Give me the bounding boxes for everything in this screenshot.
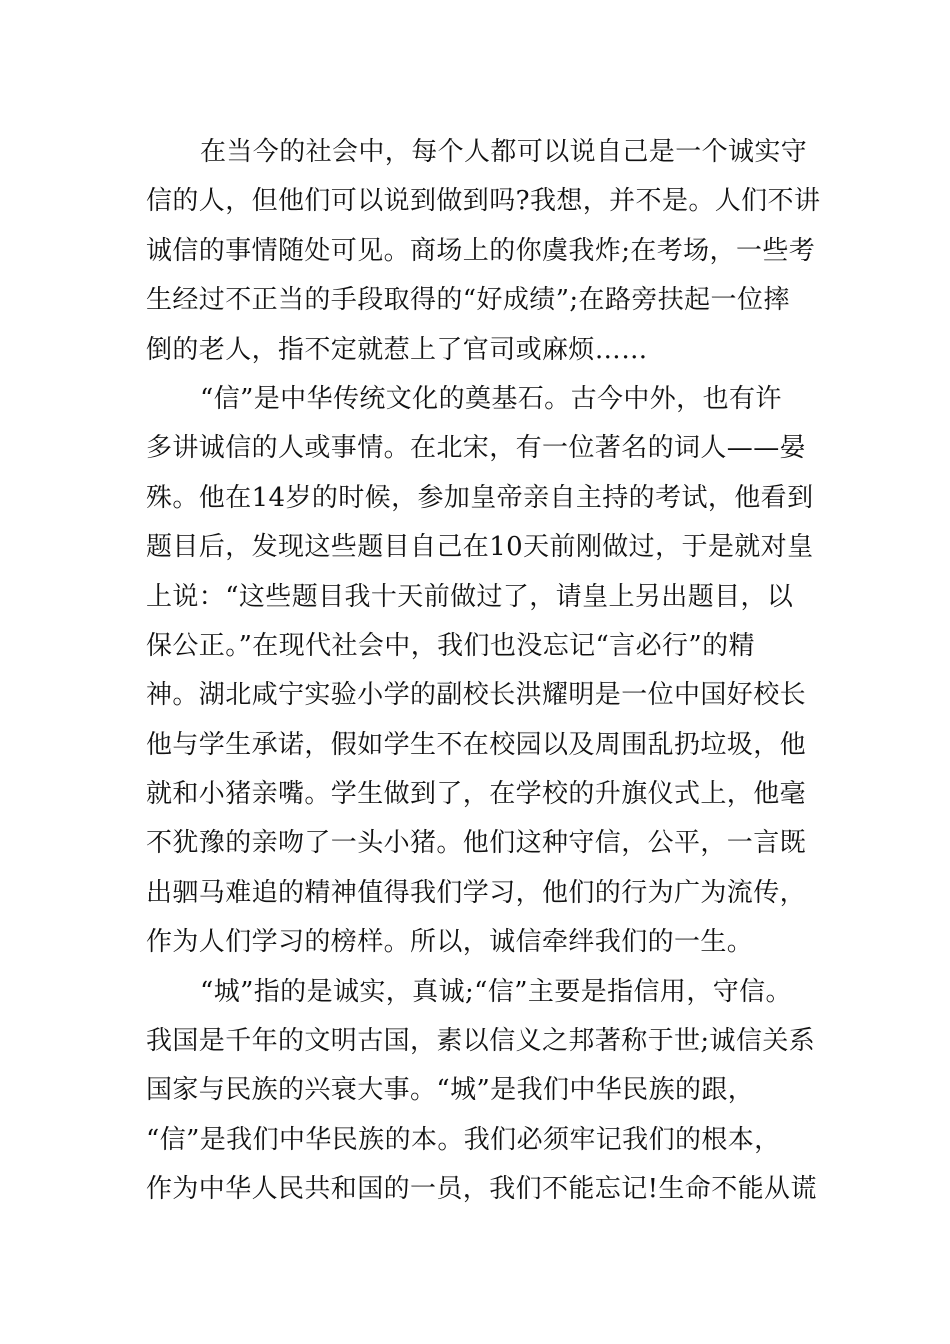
paragraph-3-line-3: 国家与民族的兴衰大事。“城”是我们中华民族的跟， bbox=[146, 1075, 755, 1106]
paragraph-2-line-10: 不犹豫的亲吻了一头小猪。他们这种守信，公平，一言既 bbox=[146, 828, 807, 859]
paragraph-2-line-8: 他与学生承诺，假如学生不在校园以及周围乱扔垃圾，他 bbox=[146, 729, 807, 760]
paragraph-2-line-3: 殊。他在14岁的时候，参加皇帝亲自主持的考试，他看到 bbox=[146, 482, 814, 513]
paragraph-2-line-6: 保公正。”在现代社会中，我们也没忘记“言必行”的精 bbox=[146, 630, 755, 661]
paragraph-2-line-4: 题目后，发现这些题目自己在10天前刚做过，于是就对皇 bbox=[146, 532, 814, 563]
paragraph-1-line-1: 在当今的社会中，每个人都可以说自己是一个诚实守 bbox=[200, 137, 808, 167]
paragraph-2-line-2: 多讲诚信的人或事情。在北宋，有一位著名的词人——晏 bbox=[146, 433, 807, 464]
paragraph-2-line-7: 神。湖北咸宁实验小学的副校长洪耀明是一位中国好校长 bbox=[146, 680, 807, 711]
paragraph-3-line-4: “信”是我们中华民族的本。我们必须牢记我们的根本， bbox=[146, 1124, 781, 1155]
paragraph-1-line-2: 信的人，但他们可以说到做到吗?我想，并不是。人们不讲 bbox=[146, 186, 821, 217]
paragraph-2-line-11: 出驷马难追的精神值得我们学习，他们的行为广为流传， bbox=[146, 877, 807, 908]
paragraph-2-line-9: 就和小猪亲嘴。学生做到了，在学校的升旗仪式上，他毫 bbox=[146, 779, 807, 810]
paragraph-2-line-12: 作为人们学习的榜样。所以，诚信牵绊我们的一生。 bbox=[146, 927, 754, 958]
paragraph-1-line-4: 生经过不正当的手段取得的“好成绩”;在路旁扶起一位摔 bbox=[146, 285, 790, 316]
paragraph-3-line-1: “城”指的是诚实，真诚;“信”主要是指信用，守信。 bbox=[200, 976, 792, 1007]
paragraph-3-line-5: 作为中华人民共和国的一员，我们不能忘记!生命不能从谎 bbox=[146, 1174, 817, 1205]
document-body bbox=[146, 128, 846, 1215]
paragraph-2-line-5: 上说：“这些题目我十天前做过了，请皇上另出题目，以 bbox=[146, 581, 794, 612]
paragraph-3-line-2: 我国是千年的文明古国，素以信义之邦著称于世;诚信关系 bbox=[146, 1026, 816, 1057]
paragraph-1-line-5: 倒的老人，指不定就惹上了官司或麻烦…… bbox=[146, 334, 648, 365]
paragraph-1-line-3: 诚信的事情随处可见。商场上的你虞我炸;在考场，一些考 bbox=[146, 235, 816, 266]
paragraph-2-line-1: “信”是中华传统文化的奠基石。古今中外，也有许 bbox=[200, 383, 782, 414]
